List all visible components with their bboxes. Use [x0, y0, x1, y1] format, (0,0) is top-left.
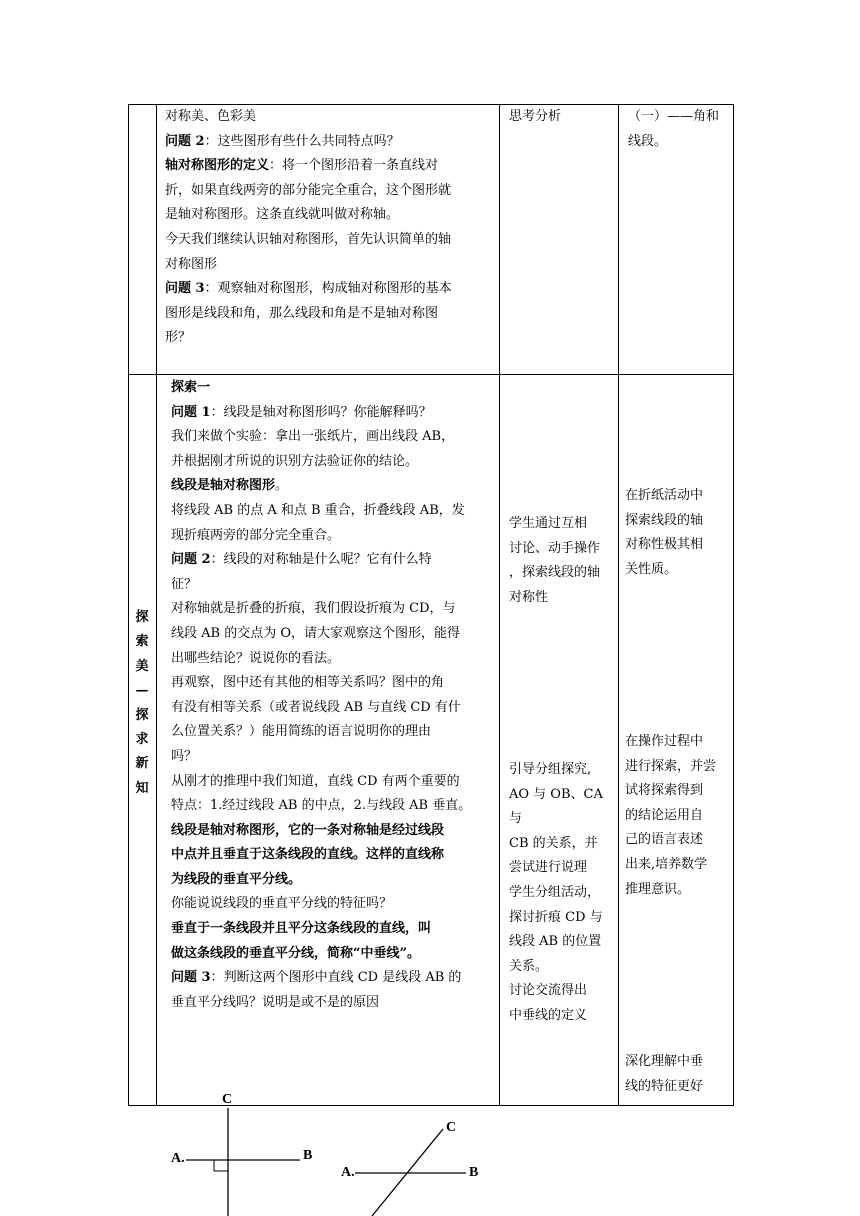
text-line: AO 与 OB、CA 与 [509, 786, 603, 827]
label-a: A. [341, 1165, 355, 1180]
plain-text: 线段 AB 的交点为 O，请大家观察这个图形，能得 [171, 625, 460, 641]
plain-text: ：线段的对称轴是什么呢？它有什么特 [210, 552, 432, 568]
plain-text: 折，如果直线两旁的部分能完全重合，这个图形就 [165, 182, 452, 198]
text-line: 线的特征更好 [625, 1078, 704, 1094]
section-label-char: 新 [135, 756, 149, 772]
section-label-char: 美 [135, 658, 149, 674]
section-label-char: 求 [135, 732, 149, 748]
text-line: 线段。 [628, 133, 668, 149]
plain-text: ：观察轴对称图形，构成轴对称图形的基本 [204, 281, 452, 297]
bold-text: 线段是轴对称图形 [171, 478, 276, 494]
text-line: 在折纸活动中 [625, 488, 704, 503]
text-line: 己的语言表述 [625, 832, 704, 848]
plain-text: 将线段 AB 的点 A 和点 B 重合，折叠线段 AB，发 [171, 502, 465, 518]
text-line: ，探索线段的轴 [509, 565, 601, 581]
plain-text: 从刚才的推理中我们知道，直线 CD 有两个重要的 [171, 773, 460, 789]
plain-text: 对称轴就是折叠的折痕，我们假设折痕为 CD，与 [171, 601, 456, 617]
bold-text: 中点并且垂直于这条线段的直线。这样的直线称 [171, 847, 445, 863]
section-label-char: 探 [135, 707, 149, 723]
figure-perpendicular-bisector [171, 1092, 312, 1216]
right-angle-mark [214, 1160, 228, 1171]
bold-text: 探索一 [171, 380, 211, 395]
plain-text: 并根据刚才所说的识别方法验证你的结论。 [171, 453, 419, 469]
plain-text: 特点：1.经过线段 AB 的中点，2.与线段 AB 垂直。 [171, 798, 472, 814]
section-label-char: 知 [135, 780, 149, 796]
bold-text: 为线段的垂直平分线。 [171, 871, 302, 887]
section-label-char: 索 [135, 634, 149, 650]
text-line: 在操作过程中 [625, 734, 704, 749]
plain-text: 是轴对称图形。这条直线就叫做对称轴。 [165, 207, 400, 223]
plain-text: 垂直平分线吗？说明是或不是的原因 [171, 994, 380, 1010]
text-line: 引导分组探究, [509, 762, 592, 777]
plain-text: ：线段是轴对称图形吗？你能解释吗？ [210, 404, 432, 420]
text-line: 学生分组活动， [509, 884, 601, 900]
bold-text: 线段是轴对称图形，它的一条对称轴是经过线段 [171, 822, 445, 838]
text-line: 关系。 [509, 958, 549, 974]
text-line: 讨论交流得出 [509, 983, 588, 999]
bold-text: 问题 3 [171, 970, 211, 986]
text-line: 思考分析 [509, 109, 562, 124]
bold-text: 问题 2 [171, 552, 211, 568]
plain-text: 图形是线段和角，那么线段和角是不是轴对称图 [165, 305, 439, 321]
label-b: B [469, 1165, 479, 1180]
plain-text: ：判断这两个图形中直线 CD 是线段 AB 的 [210, 970, 462, 986]
text-line: 对称性 [509, 589, 549, 605]
bold-text: 问题 1 [171, 404, 211, 420]
text-line: 出来,培养数学 [625, 856, 708, 872]
bold-text: 垂直于一条线段并且平分这条线段的直线，叫 [171, 921, 432, 937]
text-line: 深化理解中垂 [625, 1054, 704, 1069]
plain-text: 再观察，图中还有其他的相等关系吗？图中的角 [171, 675, 445, 691]
text-line: 的结论运用自 [625, 807, 704, 823]
section-label-char: — [135, 683, 149, 699]
figure-oblique-line [341, 1120, 478, 1216]
text-line: 进行探索，并尝 [625, 758, 717, 774]
text-line: 中垂线的定义 [509, 1007, 588, 1023]
plain-text: 今天我们继续认识轴对称图形，首先认识简单的轴 [165, 231, 452, 247]
bold-text: 问题 3 [165, 281, 205, 297]
label-a: A. [171, 1151, 185, 1166]
text-line: 试将探索得到 [625, 783, 704, 799]
plain-text: 吗？ [171, 748, 198, 764]
plain-text: 形？ [165, 330, 192, 346]
plain-text: 出哪些结论？说说你的看法。 [171, 650, 341, 666]
text-line: 关性质。 [625, 561, 678, 577]
label-c: C [222, 1092, 233, 1107]
text-line: CB 的关系，并 [509, 835, 598, 851]
text-line: 尝试进行说理 [509, 860, 588, 876]
text-line: 推理意识。 [625, 881, 691, 897]
text-line: 探索线段的轴 [625, 512, 704, 528]
text-line: （一）——角和 [628, 109, 720, 124]
plain-text: 现折痕两旁的部分完全重合。 [171, 527, 341, 543]
plain-text: 征？ [171, 576, 198, 592]
plain-text: 对称美、色彩美 [165, 109, 257, 124]
text-line: 线段 AB 的位置 [509, 934, 602, 950]
plain-text: ：将一个图形沿着一条直线对 [269, 158, 439, 174]
text-line: 对称性极其相 [625, 537, 704, 553]
plain-text: 我们来做个实验：拿出一张纸片，画出线段 AB， [171, 429, 455, 445]
bold-text: 做这条线段的垂直平分线，简称“中垂线”。 [171, 945, 420, 961]
plain-text: 有没有相等关系（或者说线段 AB 与直线 CD 有什 [171, 699, 461, 715]
plain-text: 你能说说线段的垂直平分线的特征吗？ [171, 896, 393, 912]
plain-text: 对称图形 [165, 256, 218, 272]
bold-text: 轴对称图形的定义 [165, 158, 270, 174]
text-line: 讨论、动手操作 [509, 540, 601, 556]
text-line: 学生通过互相 [509, 516, 588, 531]
plain-text: ：这些图形有些什么共同特点吗？ [204, 133, 400, 149]
label-b: B [303, 1148, 313, 1163]
plain-text: 。 [275, 478, 289, 494]
text-line: 探讨折痕 CD 与 [509, 909, 603, 925]
label-c: C [446, 1120, 457, 1135]
section-label-char: 探 [135, 610, 149, 625]
bold-text: 问题 2 [165, 133, 205, 149]
plain-text: 么位置关系？）能用简练的语言说明你的理由 [171, 724, 432, 740]
